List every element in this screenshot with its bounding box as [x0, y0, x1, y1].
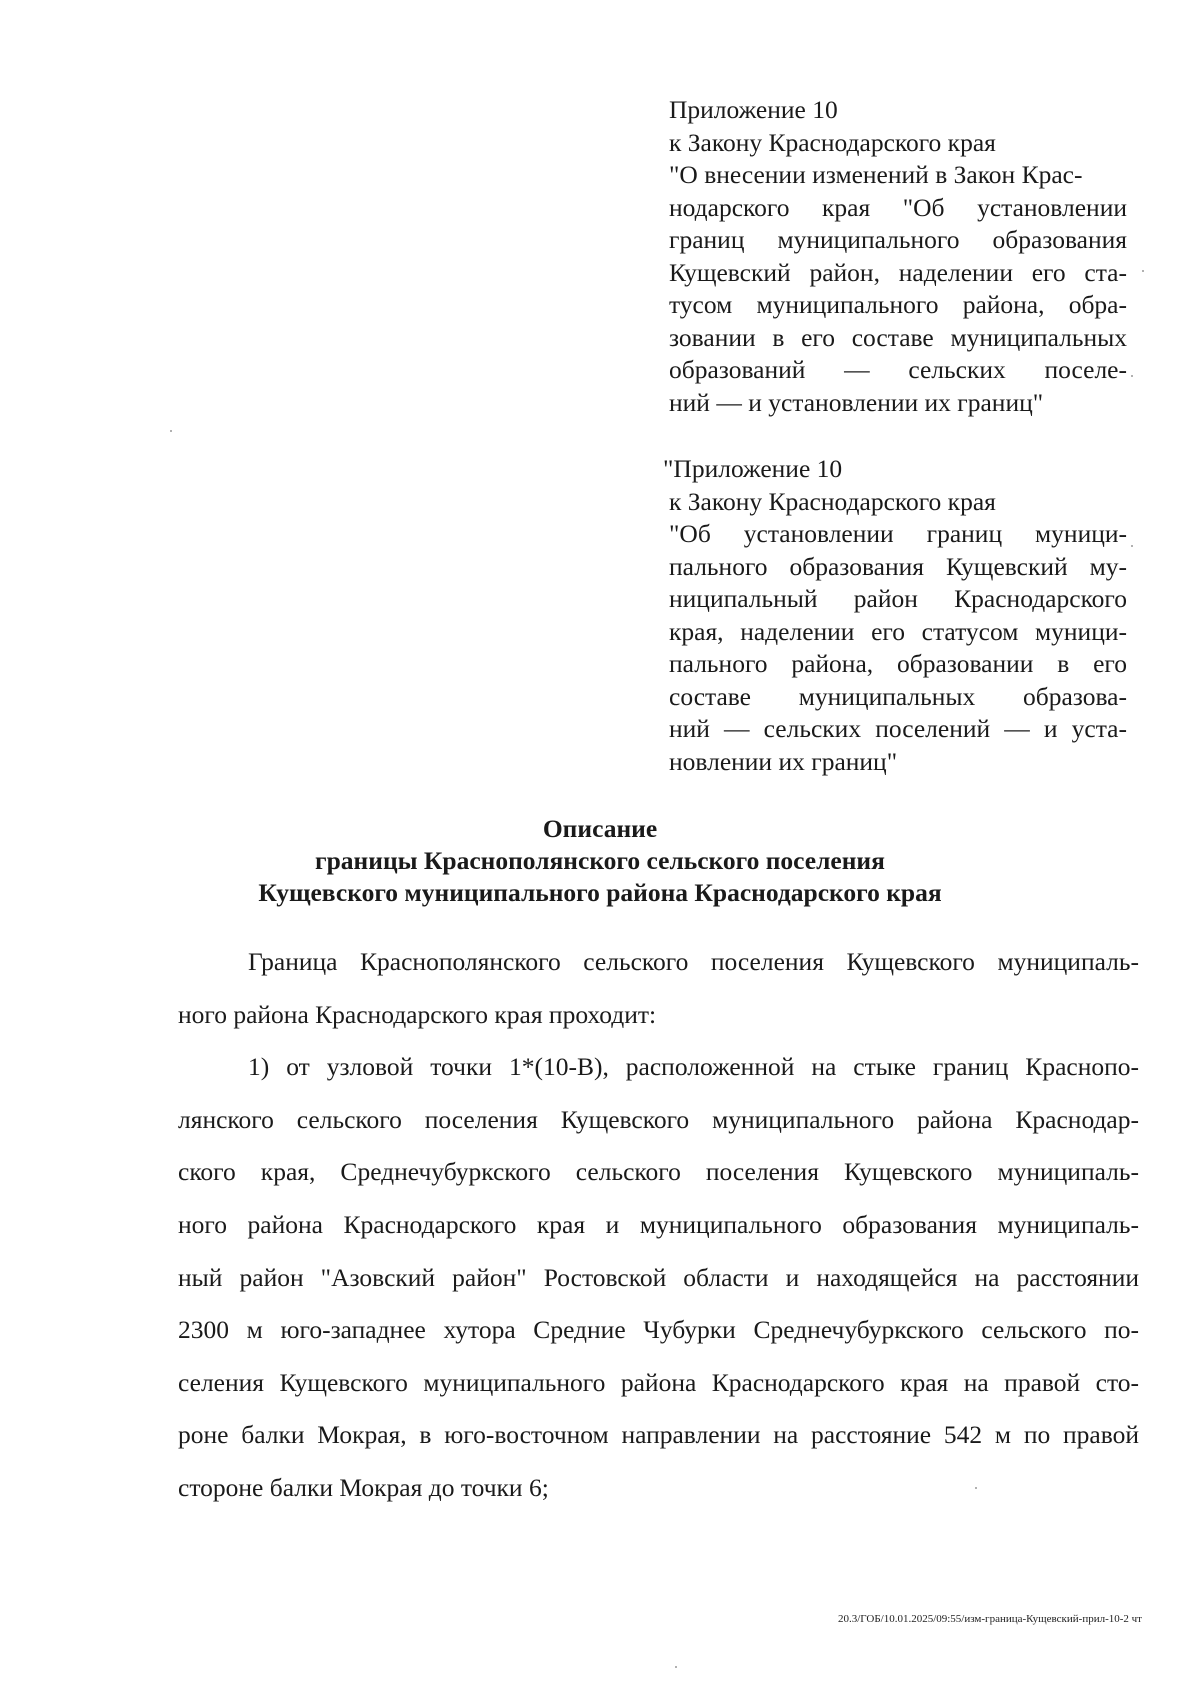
- scan-speck: [1131, 375, 1133, 377]
- annex-line: границ муниципального образования: [669, 225, 1127, 254]
- body-line: ного района Краснодарского края проходит:: [178, 999, 657, 1029]
- scan-speck: [1131, 545, 1133, 547]
- annex-line: тусом муниципального района, обра-: [669, 290, 1127, 319]
- body-line: 1) от узловой точки 1*(10-В), расположенной на стыке границ Краснопо-: [248, 1052, 1139, 1082]
- annex-line: составе муниципальных образова-: [669, 681, 1127, 711]
- body-line: селения Кущевского муниципального района Краснодарского края на правой сто-: [178, 1367, 1139, 1397]
- scan-speck: [975, 1487, 977, 1489]
- title-line: Кущевского муниципального района Краснодарского края: [258, 878, 942, 907]
- body-line: роне балки Мокрая, в юго-восточном направлении на расстояние 542 м по правой: [178, 1420, 1139, 1450]
- annex-line: ний — сельских поселений — и уста-: [669, 714, 1127, 743]
- annex-line: к Закону Краснодарского края: [669, 486, 996, 516]
- scan-speck: [675, 1666, 677, 1668]
- annex-header-original: [663, 453, 1127, 778]
- annex-line: новлении их границ": [669, 746, 898, 776]
- annex-line: пального района, образовании в его: [669, 649, 1127, 678]
- body-line: Граница Краснополянского сельского поселения Кущевского муниципаль-: [248, 947, 1139, 976]
- annex-line: "О внесении изменений в Закон Крас-: [669, 160, 1083, 189]
- annex-line: края, наделении его статусом муници-: [669, 616, 1127, 646]
- body-line: стороне балки Мокрая до точки 6;: [178, 1472, 549, 1502]
- annex-line: образований — сельских поселе-: [669, 355, 1127, 384]
- document-title: [0, 813, 1200, 909]
- body-line: ный район "Азовский район" Ростовской области и находящейся на расстоянии: [178, 1262, 1139, 1292]
- annex-line: ний — и установлении их границ": [669, 387, 1044, 417]
- scan-speck: [1142, 270, 1144, 272]
- title-line: границы Краснополянского сельского поселения: [315, 846, 885, 875]
- annex-line: "Приложение 10: [663, 454, 843, 483]
- body-line: ного района Краснодарского края и муниципального образования муниципаль-: [178, 1209, 1139, 1239]
- annex-line: зовании в его составе муниципальных: [669, 322, 1127, 352]
- body-line: лянского сельского поселения Кущевского муниципального района Краснодар-: [178, 1104, 1139, 1134]
- annex-line: ниципальный район Краснодарского: [669, 584, 1127, 613]
- body-line: 2300 м юго-западнее хутора Средние Чубурки Среднечубуркского сельского по-: [178, 1315, 1139, 1345]
- annex-line: к Закону Краснодарского края: [669, 127, 996, 157]
- annex-header-current: [669, 94, 1127, 419]
- annex-line: нодарского края "Об установлении: [669, 192, 1127, 222]
- title-line: Описание: [542, 814, 658, 843]
- document-body: [178, 936, 1139, 1515]
- scan-speck: [170, 430, 172, 432]
- annex-line: Кущевский район, наделении его ста-: [669, 257, 1127, 287]
- annex-line: Приложение 10: [669, 95, 838, 124]
- footer-reference: 20.3/ГОБ/10.01.2025/09:55/изм-граница-Кущевский-прил-10-2 чт: [837, 1613, 1142, 1625]
- annex-line: пального образования Кущевский му-: [669, 551, 1127, 581]
- body-line: ского края, Среднечубуркского сельского поселения Кущевского муниципаль-: [178, 1157, 1139, 1187]
- annex-line: "Об установлении границ муници-: [669, 519, 1127, 548]
